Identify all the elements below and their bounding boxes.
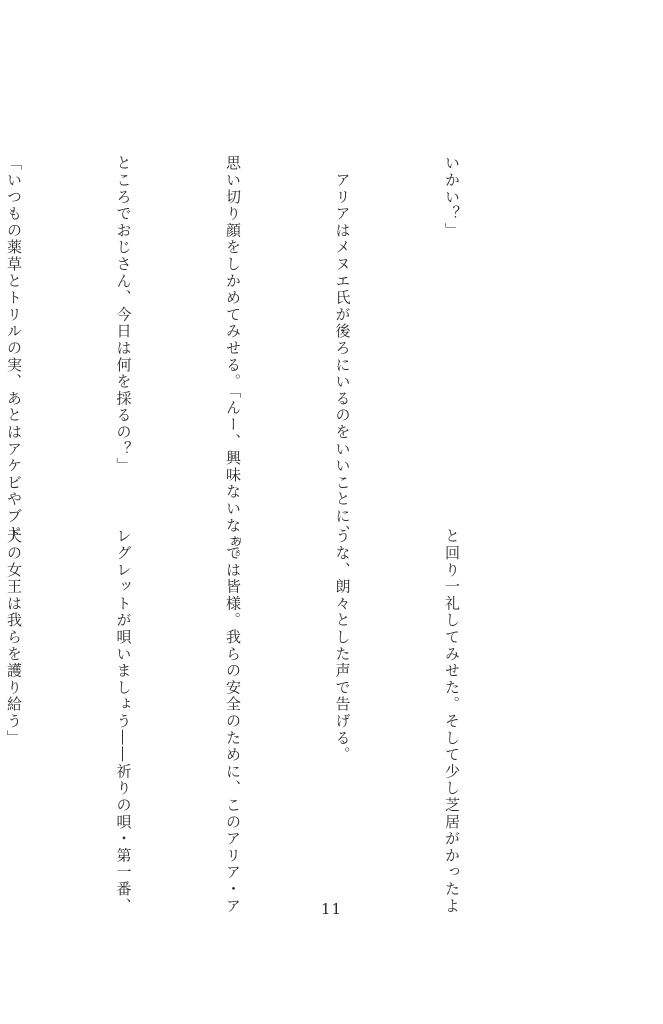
text-line: 「では皆様。我らの安全のために、このアリア・ア xyxy=(224,528,242,915)
text-line: アリアはメヌエ氏が後ろにいるのをいいことに、 xyxy=(333,155,352,542)
text-line: 天の女王は我らを護り給う」 xyxy=(5,528,23,747)
text-line: と回り一礼してみせた。そして少し芝居がかったよ xyxy=(443,528,461,915)
text-line: ところでおじさん、今日は何を採るの？」 xyxy=(114,155,133,475)
page-number: 11 xyxy=(320,900,343,918)
text-line: 思い切り顔をしかめてみせる。「んー、興味ないなぁ。 xyxy=(224,155,242,568)
upper-text-block xyxy=(0,155,543,568)
text-line: うな、朗々とした声で告げる。 xyxy=(333,528,352,764)
text-line: 「いつもの薬草とトリルの実、あとはアケビやブド xyxy=(5,155,23,542)
text-line: レグレットが唄いましょう――祈りの唄・第一番、 xyxy=(114,528,133,915)
text-line: いかい？」 xyxy=(443,155,461,239)
